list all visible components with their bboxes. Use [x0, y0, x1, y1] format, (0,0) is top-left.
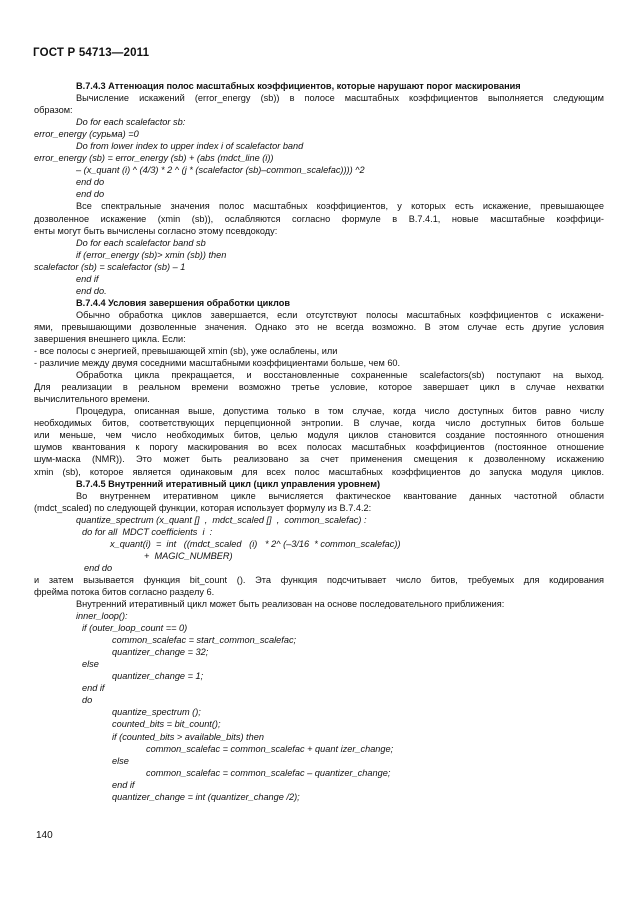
text-line: и затем вызывается функция bit_count (). Эта функция подсчитывает число битов, требуемых для кодирования	[34, 574, 604, 585]
text-line: end do	[76, 189, 105, 200]
text-line: Do for each scalefactor sb:	[76, 117, 186, 128]
text-line: if (outer_loop_count == 0)	[82, 623, 188, 634]
text-line: scalefactor (sb) = scalefactor (sb) – 1	[34, 261, 186, 272]
text-line: end do.	[76, 285, 107, 296]
text-line: Все спектральные значения полос масштабных коэффициентов, у которых есть искажение, превышающее	[76, 201, 604, 212]
text-line: else	[112, 755, 129, 766]
text-line: дозволенное искажение (xmin (sb)), ослабляются согласно формуле в В.7.4.1, новые масштабные коэффици-	[34, 213, 604, 224]
text-line: Во внутреннем итеративном цикле вычисляется фактическое квантование данных частотной области	[76, 490, 604, 501]
text-line: x_quant(i) = int ((mdct_scaled (i) * 2^ (–3/16 * common_scalefac))	[110, 538, 401, 549]
text-line: вычислительного времени.	[34, 394, 150, 405]
text-line: common_scalefac = common_scalefac + quant izer_change;	[146, 743, 394, 754]
text-line: Внутренний итеративный цикл может быть реализован на основе последовательного приближения:	[76, 599, 505, 610]
text-line: образом:	[34, 105, 73, 116]
text-line: end do	[76, 177, 105, 188]
text-line: end do	[84, 562, 113, 573]
text-line: end if	[76, 273, 99, 284]
text-line: else	[82, 659, 99, 670]
text-line: Для реализации в реальном времени возможно третье условие, которое завершает цикл в случае нехватки	[34, 382, 604, 393]
page-header-title: ГОСТ Р 54713—2011	[33, 47, 150, 59]
text-line: - различие между двумя соседними масштабными коэффициентами больше, чем 60.	[34, 358, 401, 369]
text-line: common_scalefac = common_scalefac – quantizer_change;	[146, 767, 391, 778]
text-line: inner_loop():	[76, 611, 128, 622]
text-line: do	[82, 695, 93, 706]
text-line: quantize_spectrum ();	[112, 707, 201, 718]
text-line: Do for each scalefactor band sb	[76, 237, 206, 248]
text-line: quantizer_change = 32;	[112, 647, 209, 658]
text-line: Обработка цикла прекращается, и восстановленные сохраненные scalefactors(sb) поступают на выход.	[76, 370, 604, 381]
text-line: - все полосы с энергией, превышающей xmin (sb), уже ослаблены, или	[34, 346, 338, 357]
text-line: if (error_energy (sb)> xmin (sb)) then	[76, 249, 227, 260]
text-line: (mdct_scaled) по следующей функции, которая использует формулу из В.7.4.2:	[34, 502, 372, 513]
text-line: xmin (sb), которое является одинаковым для всех полос масштабных коэффициентов до запуска модуля циклов.	[34, 466, 604, 477]
text-line: quantizer_change = int (quantizer_change /2);	[112, 791, 300, 802]
text-line: quantizer_change = 1;	[112, 671, 204, 682]
text-line: error_energy (сурьма) =0	[34, 129, 139, 140]
text-line: завершения внешнего цикла. Если:	[34, 333, 186, 344]
text-line: if (counted_bits > available_bits) then	[112, 731, 264, 742]
text-line: шум-маска (NMR)). Это может быть реализовано за счет применения смещения к дозволенному искажению	[34, 454, 604, 465]
text-line: B.7.4.3 Аттенюация полос масштабных коэффициентов, которые нарушают порог маскирования	[76, 81, 521, 91]
text-line: counted_bits = bit_count();	[112, 719, 221, 730]
text-line: Процедура, описанная выше, допустима только в том случае, когда число доступных битов равно числу	[76, 406, 604, 417]
text-line: фрейма потока битов согласно разделу 6.	[34, 586, 215, 597]
text-line: error_energy (sb) = error_energy (sb) + (abs (mdct_line (i))	[34, 153, 274, 164]
text-line: – (x_quant (i) ^ (4/3) * 2 ^ (j * (scalefactor (sb)–common_scalefac)))) ^2	[76, 165, 365, 176]
text-line: Вычисление искажений (error_energy (sb)) в полосе масштабных коэффициентов выполняется следующим	[76, 93, 604, 104]
text-line: end if	[112, 779, 135, 790]
text-line: B.7.4.4 Условия завершения обработки циклов	[76, 297, 290, 308]
text-line: Do from lower index to upper index i of scalefactor band	[76, 141, 304, 152]
text-line: common_scalefac = start_common_scalefac;	[112, 635, 297, 646]
page-number: 140	[36, 830, 53, 841]
text-line: енты могут быть вычислены согласно этому псевдокоду:	[34, 225, 278, 236]
text-line: end if	[82, 683, 105, 694]
document-body	[34, 80, 604, 803]
text-line: Обычно обработка циклов завершается, если отсутствуют полосы масштабных коэффициентов с искажени-	[76, 309, 604, 320]
text-line: B.7.4.5 Внутренний итеративный цикл (цикл управления уровнем)	[76, 478, 381, 489]
text-line: + MAGIC_NUMBER)	[144, 550, 233, 561]
text-line: ями, превышающими дозволенные значения. Однако это не всегда возможно. В этом случае есть другие условия	[34, 321, 604, 332]
text-line: или меньше, чем число необходимых битов, целью модуля циклов становится создание постоянного отношения	[34, 430, 604, 441]
text-line: шумов квантования к порогу маскирования во всех полосах масштабных коэффициентов (постоянное отношение	[34, 442, 604, 453]
text-line: необходимых битов, соответствующих перцепционной энтропии. В случае, когда число доступных битов больше	[34, 418, 604, 429]
text-line: do for all MDCT coefficients i :	[82, 526, 213, 537]
text-line: quantize_spectrum (x_quant [] , mdct_scaled [] , common_scalefac) :	[76, 514, 367, 525]
